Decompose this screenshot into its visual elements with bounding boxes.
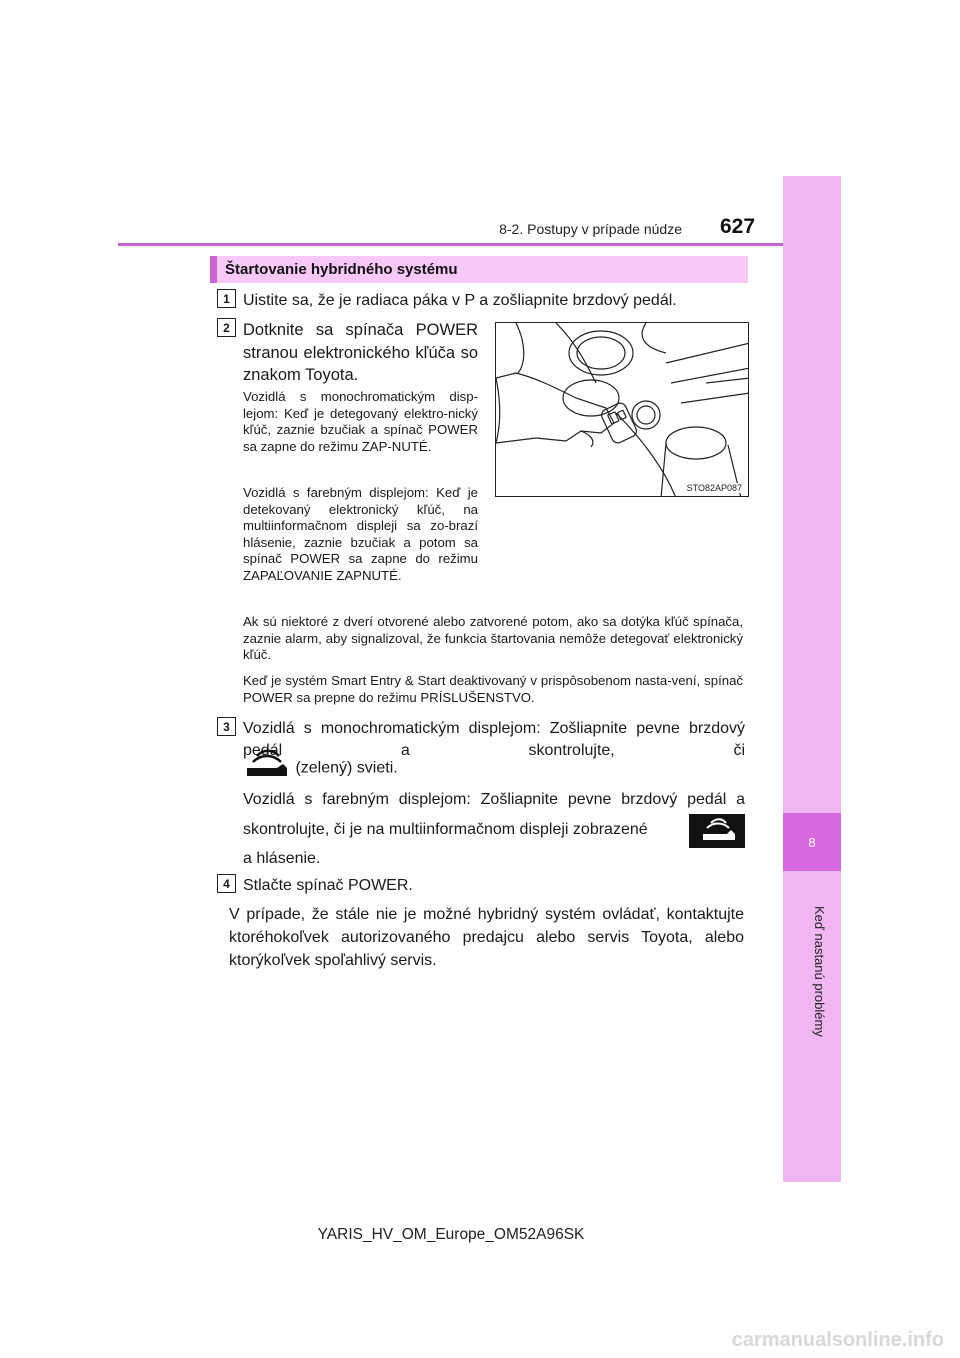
site-watermark: carmanualsonline.info bbox=[731, 1329, 944, 1351]
step-4-marker: 4 bbox=[217, 874, 236, 893]
chapter-label: Keď nastanú problémy bbox=[812, 906, 827, 1037]
chapter-side-tab bbox=[783, 176, 841, 1182]
step-2-note-smart-entry: Keď je systém Smart Entry & Start deaktivovaný v prispôsobenom nasta-vení, spínač POWER sa prepne do režimu PRÍSLUŠENSTVO. bbox=[243, 673, 743, 705]
step-2-note-color: Vozidlá s farebným displejom: Keď je detekovaný elektronický kľúč, na multiinformačnom displeji sa zo-brazí hlásenie, zaznie bzučiak a potom sa spínač POWER sa zapne do režimu ZAPAĽOVANIE ZAPNUTÉ. bbox=[243, 485, 478, 583]
hand-key-illustration bbox=[496, 323, 749, 497]
step-4-text: Stlačte spínač POWER. bbox=[243, 877, 413, 894]
step-2-note-doors: Ak sú niektoré z dverí otvorené alebo zatvorené potom, ako sa dotýka kľúč spínača, zaznie alarm, aby signalizoval, že funkcia štartovania nemôže detegovať elektronický kľúč. bbox=[243, 614, 743, 662]
step-1-marker: 1 bbox=[217, 289, 236, 308]
chapter-number: 8 bbox=[783, 813, 841, 871]
step-3-mono-after: (zelený) svieti. bbox=[295, 759, 398, 777]
closing-paragraph: V prípade, že stále nie je možné hybridný systém ovládať, kontaktujte ktoréhokoľvek autorizovaného predajcu alebo servis Toyota, alebo ktorýkoľvek spoľahlivý servis. bbox=[229, 906, 744, 969]
document-footer-code: YARIS_HV_OM_Europe_OM52A96SK bbox=[317, 1226, 585, 1243]
illustration-code: STO82AP087 bbox=[686, 483, 742, 493]
key-indicator-dark-icon bbox=[689, 814, 745, 848]
section-header-title: 8-2. Postupy v prípade núdze bbox=[499, 221, 682, 237]
step-3-color-text bbox=[243, 785, 745, 845]
section-heading: Štartovanie hybridného systému bbox=[210, 256, 748, 283]
step-2-text: Dotknite sa spínača POWER stranou elektronického kľúča so znakom Toyota. bbox=[243, 321, 478, 384]
step-2-note-monochrome: Vozidlá s monochromatickým disp-lejom: Keď je detegovaný elektro-nický kľúč, zaznie bzučiak a spínač POWER sa zapne do režimu ZAP-NUTÉ. bbox=[243, 389, 478, 454]
page-number: 627 bbox=[720, 215, 756, 238]
step-1-text: Uistite sa, že je radiaca páka v P a zošliapnite brzdový pedál. bbox=[243, 292, 677, 309]
header-rule bbox=[118, 243, 783, 246]
start-button-illustration bbox=[495, 322, 749, 497]
step-3-marker: 3 bbox=[217, 717, 236, 736]
step-3-color-after: a hlásenie. bbox=[243, 850, 321, 867]
step-3-mono-text: Vozidlá s monochromatickým displejom: Zošliapnite pevne brzdový pedál a skontrolujte, či bbox=[243, 720, 745, 759]
step-2-marker: 2 bbox=[217, 318, 236, 337]
step-3-color-before: Vozidlá s farebným displejom: Zošliapnite pevne brzdový pedál a skontrolujte, či je na multiinformačnom displeji zobrazené bbox=[243, 791, 745, 838]
